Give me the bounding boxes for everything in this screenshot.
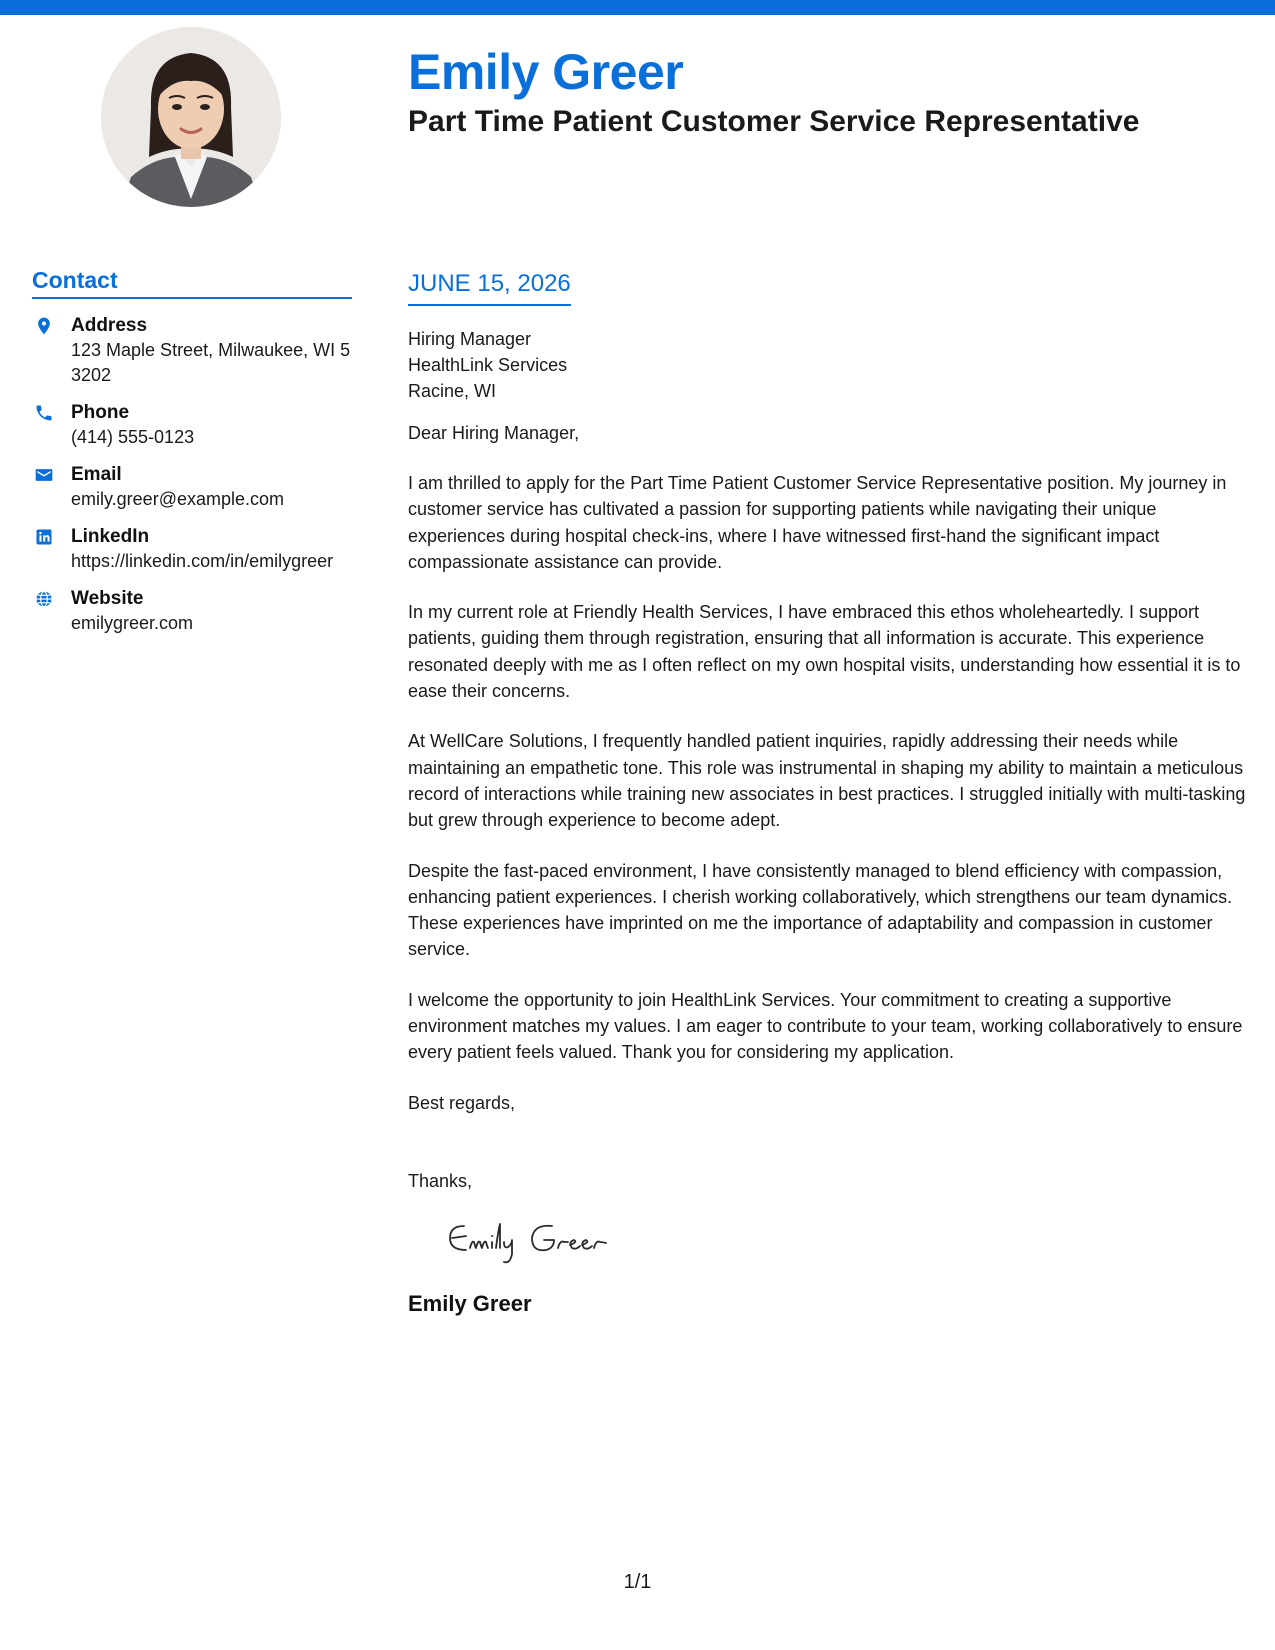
applicant-name: Emily Greer	[408, 44, 684, 100]
globe-icon	[34, 589, 54, 609]
contact-item-linkedin	[32, 524, 352, 574]
signed-name: Emily Greer	[408, 1290, 532, 1316]
contact-value: (414) 555-0123	[71, 427, 195, 447]
greeting: Dear Hiring Manager,	[408, 423, 580, 443]
contact-sidebar	[32, 265, 352, 648]
contact-item-email	[32, 462, 352, 512]
contact-label: Website	[71, 588, 144, 609]
handwritten-signature	[442, 1212, 652, 1268]
job-title: Part Time Patient Customer Service Representative	[408, 105, 1140, 138]
thanks-line: Thanks,	[408, 1170, 473, 1191]
contact-item-phone	[32, 400, 352, 450]
recipient-line: Hiring Manager	[408, 329, 532, 349]
website-link[interactable]: emilygreer.com	[71, 613, 194, 633]
letter-paragraph: I am thrilled to apply for the Part Time Patient Customer Service Representative position. My journey in customer service has cultivated a passion for supporting patients while navigating their unique experiences during hospital check-ins, where I have witnessed first-hand the significant impact compassionate assistance can provide.	[408, 473, 1227, 572]
contact-label: Phone	[71, 402, 130, 423]
linkedin-icon	[34, 527, 54, 547]
letter-paragraph: In my current role at Friendly Health Services, I have embraced this ethos wholeheartedly. I support patients, guiding them through registration, ensuring that all information is accurate. This experience resonated deeply with me as I often reflect on my own hospital visits, understanding how essential it is to ease their concerns.	[408, 602, 1241, 702]
contact-label: Email	[71, 464, 122, 485]
letter-paragraph: I welcome the opportunity to join HealthLink Services. Your commitment to creating a supportive environment matches my values. I am eager to contribute to your team, working collaboratively to ensure every patient feels valued. Thank you for considering my application.	[408, 989, 1243, 1063]
contact-value: 123 Maple Street, Milwaukee, WI 53202	[71, 340, 351, 385]
letter-paragraph: Despite the fast-paced environment, I have consistently managed to blend efficiency with compassion, enhancing patient experiences. I cherish working collaboratively, which strengthens our team dynamics. These experiences have imprinted on me the importance of adaptability and compassion in customer service.	[408, 860, 1233, 960]
contact-list	[32, 313, 352, 636]
email-icon	[34, 465, 54, 485]
location-pin-icon	[34, 316, 54, 336]
phone-icon	[34, 403, 54, 423]
letter-body	[408, 268, 1248, 1319]
contact-value: emily.greer@example.com	[71, 489, 285, 509]
closing: Best regards,	[408, 1092, 516, 1113]
top-accent-bar	[0, 0, 1275, 15]
recipient-line: HealthLink Services	[408, 355, 568, 375]
contact-item-address	[32, 313, 352, 388]
letter-date: JUNE 15, 2026	[408, 268, 571, 306]
linkedin-link[interactable]: https://linkedin.com/in/emilygreer	[71, 551, 334, 571]
contact-label: Address	[71, 315, 148, 336]
page-number: 1/1	[623, 1571, 652, 1593]
contact-heading: Contact	[32, 265, 352, 299]
contact-item-website	[32, 586, 352, 636]
letter-paragraph: At WellCare Solutions, I frequently handled patient inquiries, rapidly addressing their needs while maintaining an empathetic tone. This role was instrumental in shaping my ability to maintain a meticulous record of interactions while training new associates in best practices. I struggled initially with multi-tasking but grew through experience to become adept.	[408, 731, 1246, 831]
recipient-block	[408, 326, 1248, 404]
recipient-line: Racine, WI	[408, 381, 497, 401]
contact-label: LinkedIn	[71, 526, 150, 547]
profile-photo	[101, 27, 281, 207]
